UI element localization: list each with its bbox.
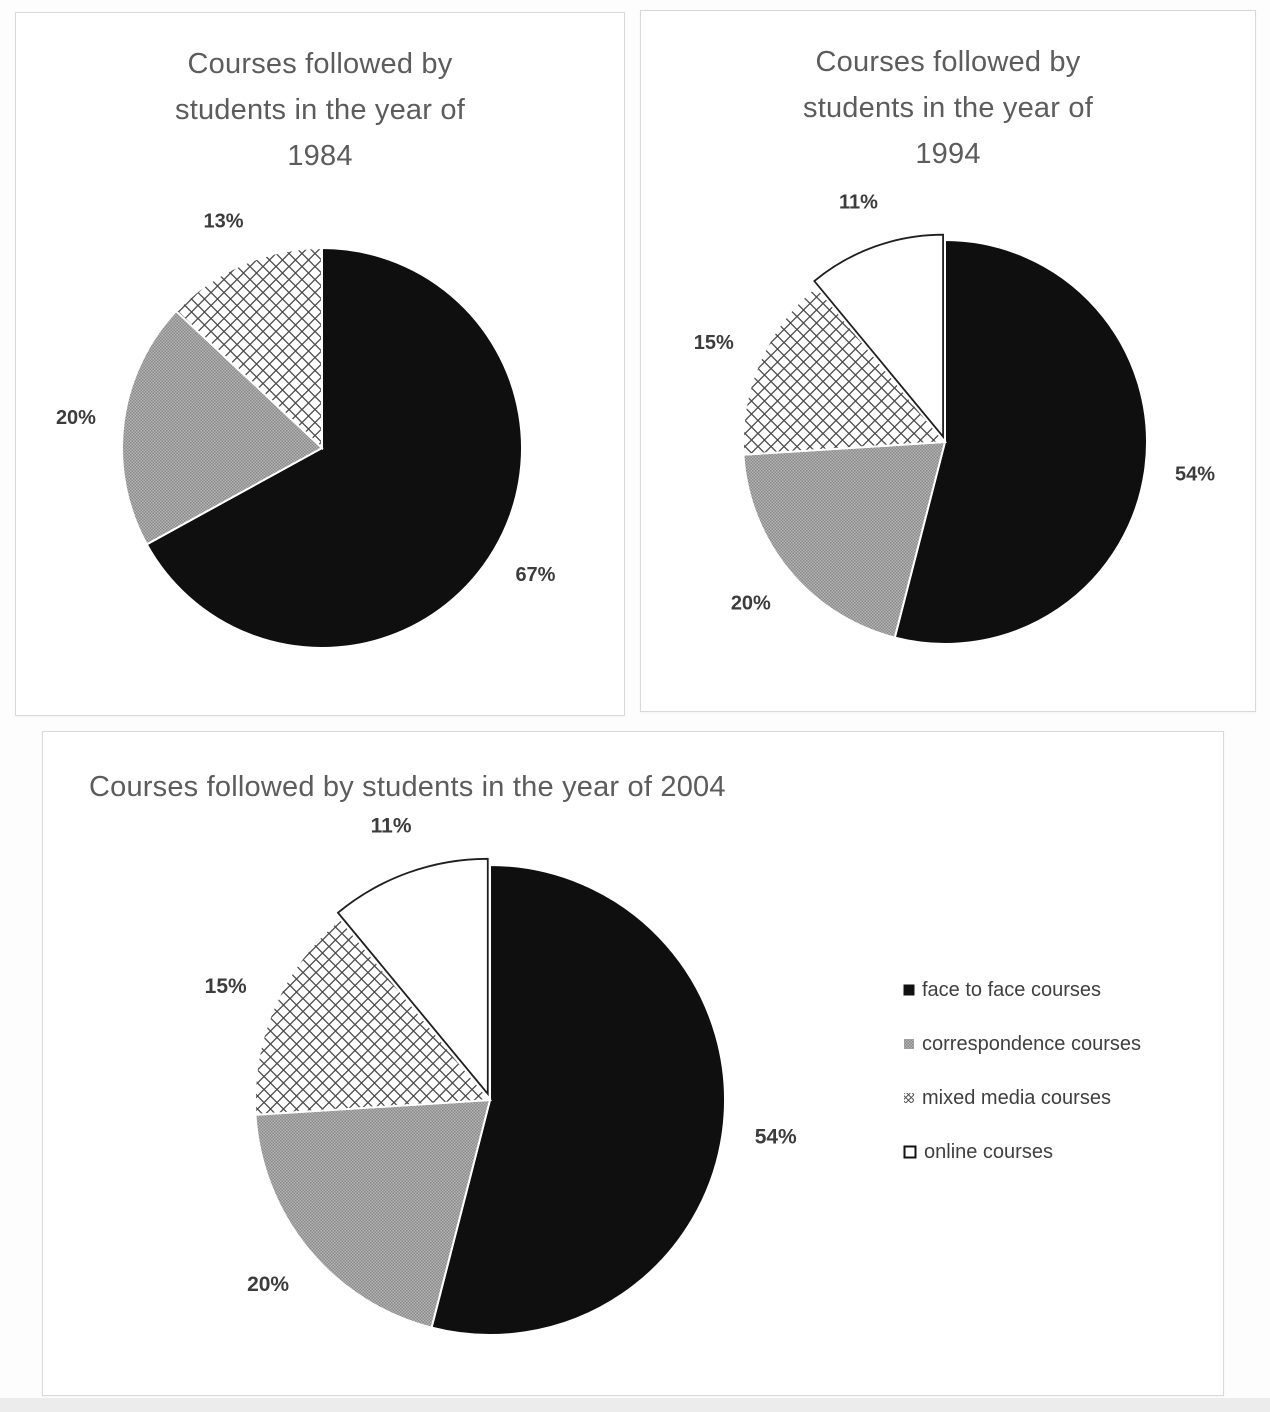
legend-item-mixed-media [903, 1086, 1141, 1110]
chart-legend [903, 978, 1141, 1194]
chart-title-line: Courses followed by [187, 48, 453, 80]
chart-title-line: 1984 [287, 140, 353, 172]
legend-label: online courses [924, 1140, 1053, 1163]
pie-slice-label-correspondence-courses: 20% [55, 406, 96, 429]
pie-slice-label-mixed-media-courses: 15% [693, 331, 734, 354]
legend-swatch-crosshatch-icon [903, 1092, 915, 1104]
legend-item-correspondence [903, 1032, 1141, 1056]
chart-title-2004 [43, 732, 1223, 810]
chart-panel-1994 [640, 10, 1256, 712]
pie-slice-label-mixed-media-courses: 15% [204, 974, 247, 998]
legend-item-face-to-face [903, 978, 1141, 1002]
pie-slice-label-correspondence-courses: 20% [730, 592, 771, 615]
legend-swatch-black-icon [903, 984, 915, 996]
chart-title-1984 [16, 13, 624, 179]
chart-panel-1984 [15, 12, 625, 716]
chart-title-1994 [641, 11, 1255, 177]
legend-item-online [903, 1140, 1141, 1164]
pie-slice-label-online-courses: 11% [370, 814, 412, 838]
chart-title-line: 1994 [915, 138, 981, 170]
legend-swatch-white-icon [903, 1145, 917, 1159]
chart-panel-2004 [42, 731, 1224, 1396]
pie-slice-label-face-to-face-courses: 54% [1174, 463, 1216, 486]
pie-slice-label-mixed-media-courses: 13% [203, 210, 244, 233]
footer-strip [0, 1398, 1270, 1412]
chart-title-line: students in the year of [175, 94, 465, 126]
pie-slice-label-face-to-face-courses: 54% [754, 1125, 797, 1149]
chart-title-line: Courses followed by students in the year of 2004 [89, 771, 726, 803]
pie-slice-label-online-courses: 11% [839, 191, 878, 214]
chart-title-line: students in the year of [803, 92, 1093, 124]
chart-title-line: Courses followed by [815, 46, 1081, 78]
legend-label: face to face courses [922, 978, 1101, 1001]
pie-slice-label-correspondence-courses: 20% [247, 1272, 290, 1296]
pie-slice-label-face-to-face-courses: 67% [515, 564, 556, 587]
legend-swatch-dither-icon [903, 1038, 915, 1050]
legend-label: correspondence courses [922, 1032, 1142, 1055]
legend-label: mixed media courses [922, 1086, 1111, 1109]
